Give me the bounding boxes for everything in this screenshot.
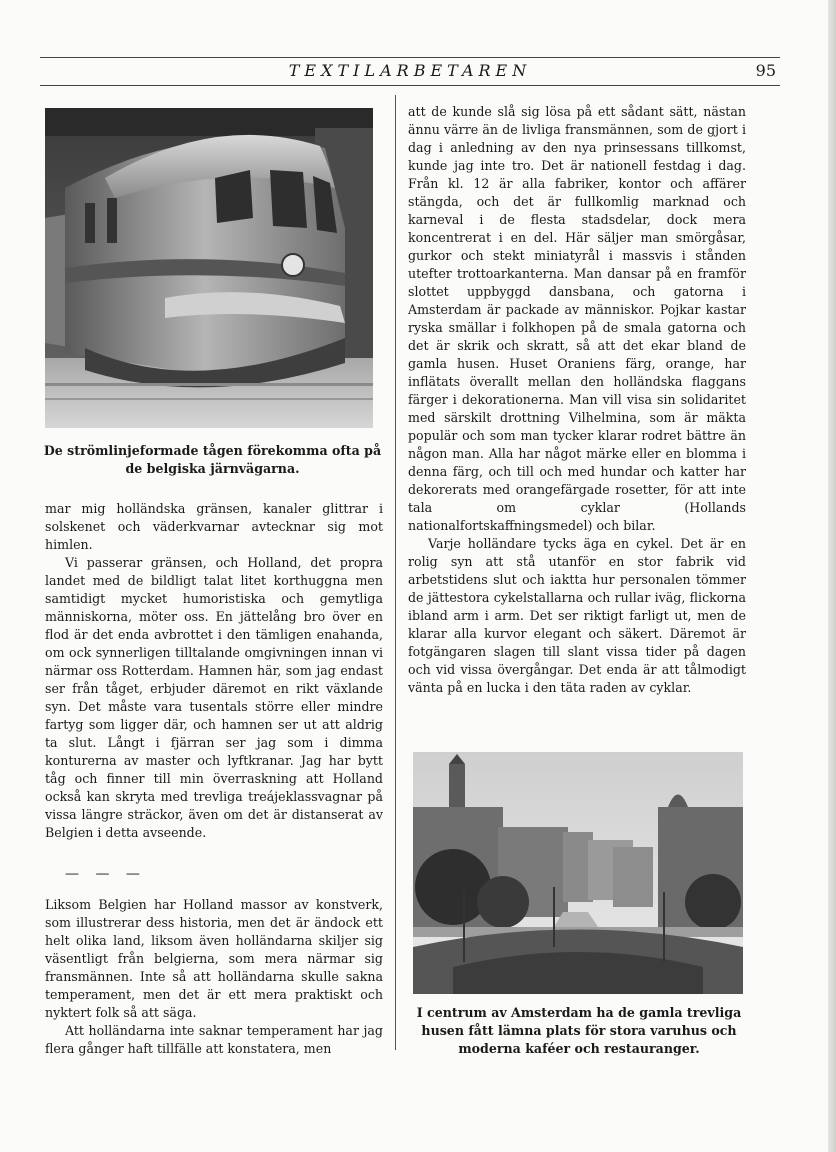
paragraph: Att holländarna inte saknar temperament har jag flera gånger haft tillfälle att konstatera, men <box>45 1023 383 1056</box>
right-column-text <box>408 103 746 697</box>
paragraph: Varje holländare tycks äga en cykel. Det är en rolig syn att stå utanför en stor fabrik vid arbetstidens slut och iakttа hur personalen tömmer de jättestora cykelstallarna och rullar iväg, flickorna ibland arm i arm. Det ser riktigt farligt ut, men de klarar alla kurvor elegant och säkert. Däremot är fotgängaren slagen till slant vissa tider på dagen och vid vissa övergångar. Det enda är att tålmodigt vänta på en lucka i den täta raden av cyklar. <box>408 536 746 695</box>
paragraph: mar mig holländska gränsen, kanaler glittrar i solskenet och väderkvarnar avtecknar sig mot himlen. <box>45 501 383 552</box>
paragraph: Liksom Belgien har Holland massor av konstverk, som illustrerar dess historia, men det är ändock ett helt olika land, liksom även holländarna skiljer sig väsentligt från belgierna, som mera närmar sig fransmännen. Inte så att holländarna skulle sakna temperament, men det är ett mera praktiskt och nyktert folk så att säga. <box>45 897 383 1020</box>
city-photo-caption: I centrum av Amsterdam ha de gamla trevliga husen fått lämna plats för stora varuhus och moderna kaféer och restauranger. <box>416 1005 742 1056</box>
left-column-text-1 <box>45 500 383 842</box>
train-photo-caption: De strömlinjeformade tågen förekomma ofta på de belgiska järnvägarna. <box>43 443 382 476</box>
column-divider <box>395 95 396 1050</box>
journal-title: TEXTILARBETAREN <box>288 61 532 80</box>
train-photo <box>45 108 373 428</box>
running-header <box>40 57 780 86</box>
page-edge <box>828 0 836 1152</box>
page-number: 95 <box>755 61 776 80</box>
section-break: — — — <box>65 866 146 882</box>
paragraph: att de kunde slå sig lösa på ett sådant sätt, nästan ännu värre än de livliga fransmännen, som de gjort i dag i anledning av den nya prinsessans tillkomst, kunde jag inte tro. Det är nationell festdag i dag. Från kl. 12 är alla fabriker, kontor och affärer stängda, och det är fullkomlig marknad och karneval i de flesta stadsdelar, dock mera koncentrerat i en del. Här säljer man smörgåsar, gurkor och stekt miniatyrål i massvis i stånden utefter trottoarkanterna. Man dansar på en framför slottet uppbyggd dansbana, och gatorna i Amsterdam är packade av människor. Pojkar kastar ryska smällar i folkhopen på de smala gatorna och det är skrik och skratt, så att det ekar bland de gamla husen. Huset Oraniens färg, orange, har inflätats överallt mellan den holländska flaggans färger i dekorationerna. Man vill visa sin solidaritet med särskilt drottning Vilhelmina, som är mäkta populär och som man tycker klarar rodret bättre än någon man. Alla har något märke eller en blomma i denna färg, och till och med hundar och katter har dekorerats med orangefärgade rosetter, för att inte tala om cyklar (Hollands nationalfortskaffningsmedel) och bilar. <box>408 104 746 533</box>
train-photo-illustration <box>45 108 373 428</box>
paragraph: Vi passerar gränsen, och Holland, det propra landet med de bildligt talat litet korthuggna men samtidigt mycket humoristiska och gemytliga människorna, möter oss. En jättelång bro över en flod är det enda avbrottet i den tämligen enahanda, om ock synnerligen tilltalande omgivningen innan vi närmar oss Rotterdam. Hamnen här, som jag endast ser från tåget, erbjuder däremot en rikt växlande syn. Det måste vara tusentals större eller mindre fartyg som ligger där, och hamnen ser ut att aldrig ta slut. Långt i fjärran ser jag som i dimma konturerna av master och lyftkranar. Jag har bytt tåg och finner till min överraskning att Holland också kan skryta med trevliga treájeklassvagnar på vissa längre sträckor, även om det är distanserat av Belgien i detta avseende. <box>45 555 383 840</box>
city-photo-illustration <box>413 752 743 994</box>
left-column-text-2 <box>45 896 383 1058</box>
city-photo <box>413 752 743 994</box>
